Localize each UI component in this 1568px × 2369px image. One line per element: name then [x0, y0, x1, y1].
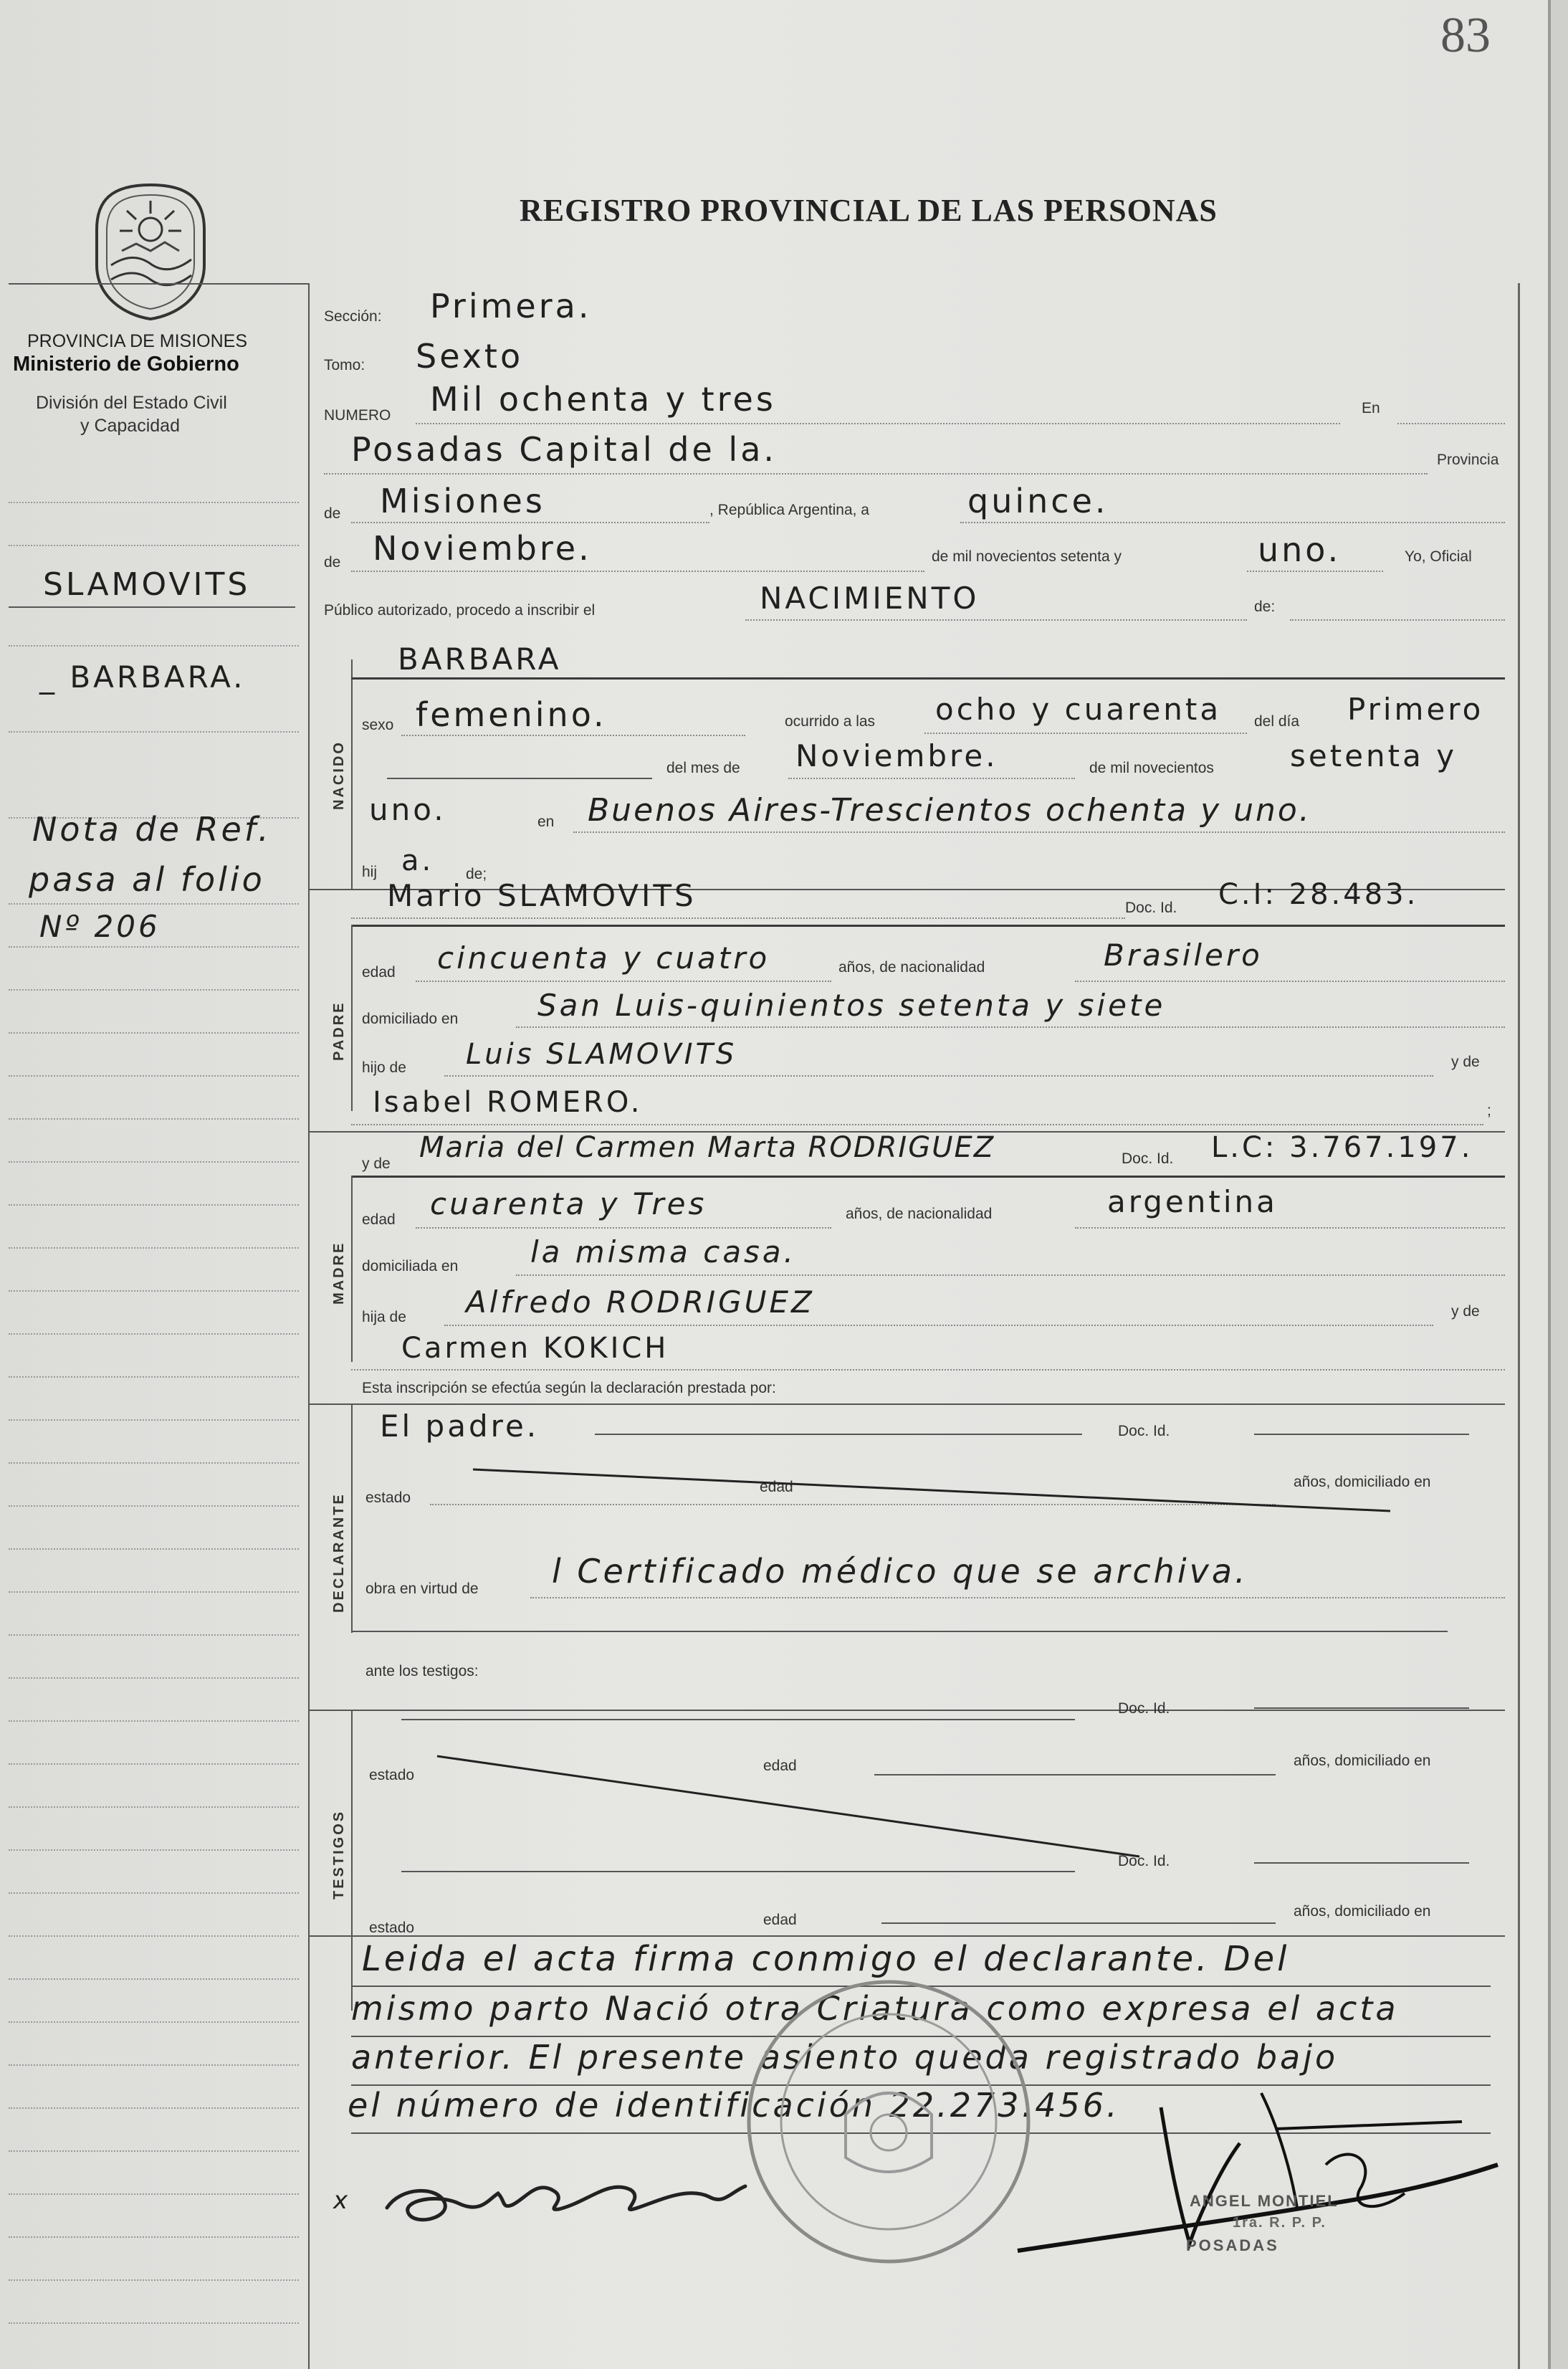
- testigos-section-label: TESTIGOS: [331, 1809, 347, 1900]
- madre-y-de-value: Carmen KOKICH: [401, 1332, 669, 1365]
- declarant-signature-icon: [373, 2158, 760, 2236]
- padre-dom-value: San Luis-quinientos setenta y siete: [537, 988, 1166, 1023]
- stamp-line-2: 1ra. R. P. P.: [1233, 2215, 1326, 2231]
- hij-suffix: a.: [401, 844, 434, 877]
- numero-value: Mil ochenta y tres: [430, 380, 776, 419]
- tomo-label: Tomo:: [324, 357, 365, 373]
- division-label-2: y Capacidad: [80, 416, 180, 436]
- margin-surname: SLAMOVITS: [43, 566, 251, 603]
- padre-y-de-value: Isabel ROMERO.: [373, 1086, 643, 1119]
- dia-nac-value: Primero: [1347, 692, 1484, 727]
- madre-hija-de-value: Alfredo RODRIGUEZ: [466, 1284, 815, 1320]
- testigo-strike-line: [430, 1749, 1147, 1864]
- province-label: PROVINCIA DE MISIONES: [27, 331, 248, 351]
- acto-value: NACIMIENTO: [760, 581, 980, 616]
- obra-value: l Certificado médico que se archiva.: [552, 1552, 1248, 1591]
- nota-line-1: Leida el acta firma conmigo el declarante. Del: [362, 1939, 1290, 1979]
- declarante-value: El padre.: [380, 1408, 540, 1444]
- nota-line-4: el número de identificación 22.273.456.: [348, 2086, 1120, 2125]
- madre-nac-value: argentina: [1107, 1184, 1278, 1219]
- padre-nombre-value: Mario SLAMOVITS: [387, 878, 697, 913]
- padre-hijo-de-value: Luis SLAMOVITS: [466, 1038, 737, 1071]
- ministry-label: Ministerio de Gobierno: [13, 353, 239, 376]
- division-label: División del Estado Civil: [36, 393, 227, 413]
- numero-label: NUMERO: [324, 407, 391, 424]
- margin-note-2: pasa al folio: [29, 860, 265, 899]
- anio-nac-value-2: uno.: [369, 792, 446, 827]
- seccion-value: Primera.: [430, 287, 592, 325]
- anio-nac-value: setenta y: [1290, 738, 1458, 773]
- declarante-section-label: DECLARANTE: [331, 1492, 347, 1613]
- seccion-label: Sección:: [324, 308, 382, 325]
- provincia-value: Misiones: [380, 482, 545, 520]
- margin-first-name: _ BARBARA.: [39, 659, 246, 695]
- lugar-nac-value: Buenos Aires-Trescientos ochenta y uno.: [588, 792, 1311, 829]
- anio-value: uno.: [1258, 530, 1342, 569]
- signature-mark: x: [333, 2186, 351, 2215]
- madre-section-label: MADRE: [331, 1241, 347, 1305]
- madre-dom-value: la misma casa.: [530, 1234, 797, 1269]
- madre-edad-value: cuarenta y Tres: [430, 1186, 707, 1221]
- nota-line-2: mismo parto Nació otra Criatura como expresa el acta: [351, 1989, 1399, 2028]
- en-label: En: [1362, 400, 1380, 416]
- register-page: 83 REGISTRO PROVINCIAL DE LAS PERSONAS PROVINCIA DE MISIONES Ministerio de Gobierno División del Estado Civil y Capacidad SLAMOVITS _ BARBARA. Nota de Ref. pasa al folio Nº 206 Sección: Primera. Tomo: Sexto NUMERO Mil ochenta y tres En Posadas Capital de la. Provincia de Misiones , República Argentina, a quince. de Noviembre. de mil novecientos setenta y uno. Yo, Oficial Público autorizado, procedo a inscribir el NACIMIENTO de: NACIDO BARBARA sexo femenino. ocurrido a las ocho y cuarenta del día Primero del mes de Noviembre. de mil novecientos setenta y uno. en Buenos Aires-Trescientos ochenta y uno. hij a. de; Mario SLAMOVITS Doc. Id. C.I: 28.483. PADRE edad cincuenta y cuatro años, de nacionalidad Brasilero domiciliado en San Luis-quinientos setenta y siete hijo de Luis SLAMOVITS y de Isabel ROMERO. ; y de Maria del Carmen Marta RODRIGUEZ Doc. Id. L.C: 3.767.197. MADRE edad cuarenta y Tres años, de nacionalidad argentina domiciliada en la misma casa. hija de Alfredo RODRIGUEZ y de Carmen KOKICH Esta inscripción se efectúa según la declaración prestada por: DECLARANTE El padre. Doc. Id. estado edad años, domiciliado en obra en virtud de l Certificado médico que se archiva. ante los testigos: TESTIGOS Doc. Id. estado edad años, domiciliado en Doc. Id. estado edad años, domiciliado en Leida el acta firma conmigo el declarante. Del mismo parto Nació otra Criatura como expresa el acta anterior. El presente asiento queda registrado bajo el número de identificación 22.273.456. x ANGEL MONTIEL 1ra. R. P. P. POSADAS: [0, 0, 1551, 2369]
- padre-nac-value: Brasilero: [1104, 938, 1263, 973]
- province-seal-icon: [82, 179, 219, 323]
- padre-edad-value: cincuenta y cuatro: [437, 940, 770, 976]
- madre-doc-value: L.C: 3.767.197.: [1211, 1131, 1473, 1164]
- dia-value: quince.: [967, 482, 1109, 520]
- page-title: REGISTRO PROVINCIAL DE LAS PERSONAS: [520, 193, 1218, 228]
- mes-value: Noviembre.: [373, 529, 592, 568]
- nacido-section-label: NACIDO: [331, 740, 347, 810]
- sexo-value: femenino.: [416, 695, 607, 734]
- padre-doc-value: C.I: 28.483.: [1218, 878, 1419, 911]
- provincia-label: Provincia: [1437, 452, 1499, 468]
- margin-note-1: Nota de Ref.: [32, 810, 272, 849]
- declarante-strike-line: [466, 1455, 1397, 1520]
- stamp-line-1: ANGEL MONTIEL: [1190, 2192, 1339, 2210]
- margin-note-3: Nº 206: [39, 909, 161, 944]
- hora-value: ocho y cuarenta: [935, 692, 1222, 727]
- nombre-value: BARBARA: [398, 642, 562, 677]
- stamp-line-3: POSADAS: [1186, 2236, 1279, 2254]
- nota-line-3: anterior. El presente asiento queda registrado bajo: [351, 2038, 1339, 2077]
- mes-nac-value: Noviembre.: [795, 738, 998, 773]
- official-round-stamp-icon: [738, 1971, 1039, 2272]
- page-number: 83: [1440, 8, 1491, 63]
- tomo-value: Sexto: [416, 337, 524, 376]
- madre-nombre-value: Maria del Carmen Marta RODRIGUEZ: [419, 1131, 995, 1164]
- padre-section-label: PADRE: [331, 1001, 347, 1061]
- lugar-value: Posadas Capital de la.: [351, 430, 777, 469]
